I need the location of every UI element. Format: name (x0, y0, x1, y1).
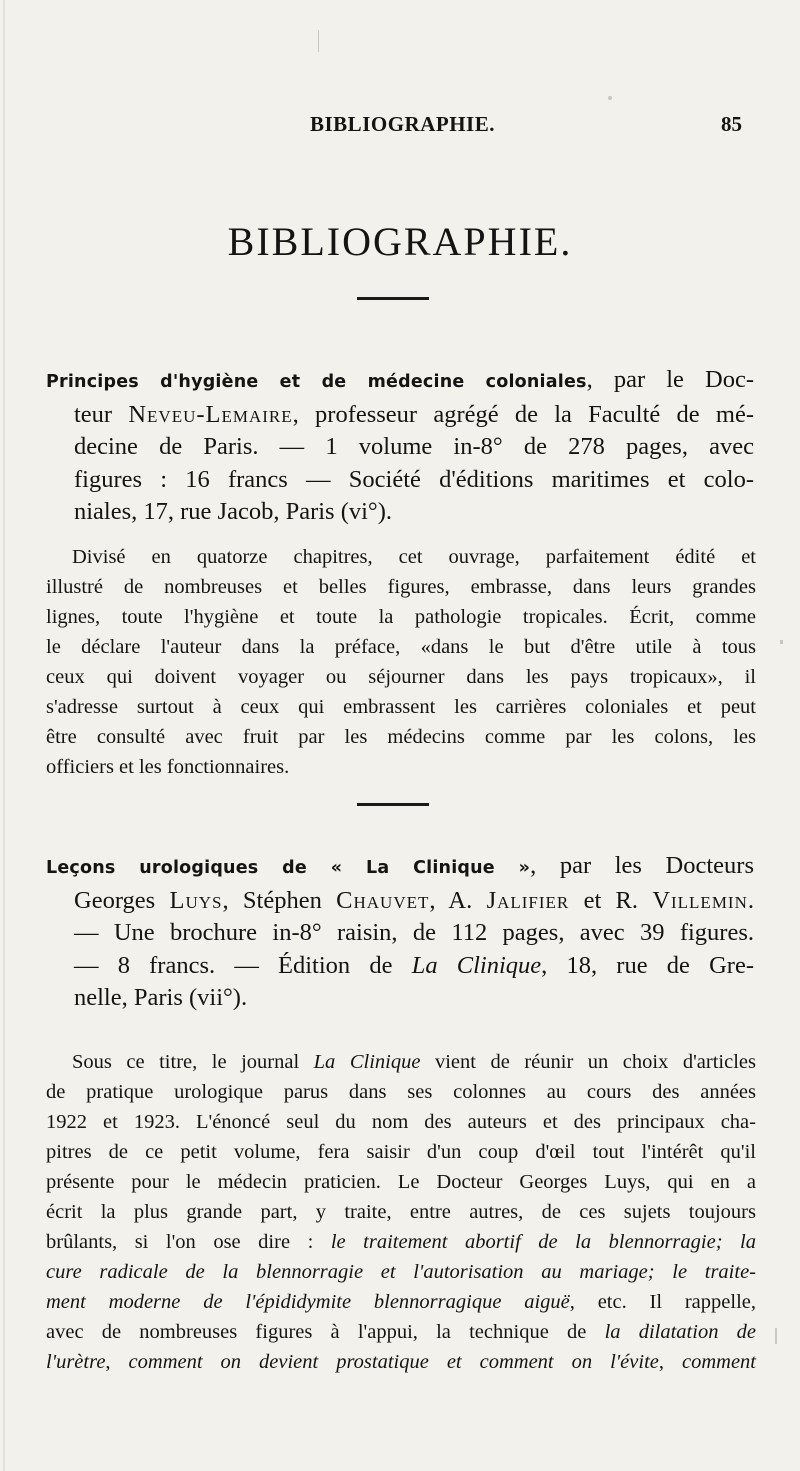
review-line: Divisé en quatorze chapitres, cet ouvrage, parfaitement édité et (72, 546, 756, 568)
review-line: officiers et les fonctionnaires. (46, 756, 290, 778)
citation-text: , Stéphen (222, 886, 337, 914)
running-head (0, 112, 800, 142)
scan-speck (608, 96, 612, 100)
topic-italic: le traitement abortif de la blennorragie; la (330, 1231, 756, 1253)
review-text: , etc. Il rappelle, (569, 1291, 756, 1313)
entry-2-citation (46, 850, 754, 1015)
review-text: , (105, 1351, 129, 1373)
citation-line (74, 950, 754, 983)
review-line: ceux qui doivent voyager ou séjourner dans les pays tropicaux», il (46, 666, 756, 688)
review-line (46, 1227, 756, 1257)
citation-text: . (747, 886, 754, 914)
scan-speck (775, 1328, 777, 1344)
journal-name: La Clinique (411, 951, 542, 979)
author-name: Luys (169, 886, 223, 914)
author-name: Villemin (652, 886, 748, 914)
review-line (46, 1347, 756, 1377)
citation-line: decine de Paris. — 1 volume in-8° de 278 pages, avec (74, 433, 754, 460)
review-line (46, 1257, 756, 1287)
citation-text: — 8 francs. — Édition de (74, 951, 412, 979)
topic-italic: comment on devient prostatique et comment on l'évite (128, 1351, 659, 1373)
entry-1-citation (46, 364, 754, 529)
review-text: Sous ce titre, le journal (72, 1051, 314, 1073)
review-line: écrit la plus grande part, y traite, entre autres, de ces sujets toujours (46, 1201, 756, 1223)
review-text: , (658, 1351, 682, 1373)
scan-speck (780, 640, 783, 644)
citation-text: teur (74, 400, 129, 428)
review-line (46, 1047, 756, 1077)
page-number: 85 (721, 112, 742, 136)
section-divider (357, 297, 429, 300)
book-title: Leçons urologiques de « La Clinique » (46, 858, 531, 878)
review-text: brûlants, si l'on ose dire : (46, 1231, 331, 1253)
review-line: illustré de nombreuses et belles figures, embrasse, dans leurs grandes (46, 576, 756, 598)
citation-line (46, 850, 754, 885)
citation-line (46, 364, 754, 399)
review-line: le déclare l'auteur dans la préface, «dans le but d'être utile à tous (46, 636, 756, 658)
review-line: s'adresse surtout à ceux qui embrassent les carrières coloniales et peut (46, 696, 756, 718)
citation-text: , A. (429, 886, 487, 914)
citation-line: nelle, Paris (vii°). (74, 984, 248, 1011)
book-title: Principes d'hygiène et de médecine coloniales (46, 372, 587, 392)
author-name: Jalifier (486, 886, 570, 914)
author-name: Neveu-Lemaire (128, 400, 293, 428)
running-title: BIBLIOGRAPHIE. (310, 112, 495, 136)
review-line: lignes, toute l'hygiène et toute la pathologie tropicales. Écrit, comme (46, 606, 756, 628)
topic-italic: l'urètre (46, 1351, 106, 1373)
review-line: présente pour le médecin praticien. Le Docteur Georges Luys, qui en a (46, 1171, 756, 1193)
citation-text: , par le Doc- (586, 366, 754, 393)
scan-edge-shadow (3, 0, 5, 1471)
citation-line (74, 399, 754, 432)
review-line (46, 1317, 756, 1347)
topic-italic: la dilatation de (604, 1321, 756, 1343)
entry-1-review (46, 542, 756, 782)
review-line (46, 1287, 756, 1317)
citation-text: , par les Docteurs (530, 852, 754, 879)
citation-line (74, 885, 754, 918)
citation-line: figures : 16 francs — Société d'éditions maritimes et colo- (74, 465, 754, 493)
entry-divider (357, 803, 429, 806)
topic-italic: cure radicale de la blennorragie et l'autorisation au mariage; le traite- (46, 1261, 756, 1283)
review-line: de pratique urologique parus dans ses colonnes au cours des années (46, 1081, 756, 1103)
review-text: avec de nombreuses figures à l'appui, la technique de (46, 1321, 605, 1343)
citation-line: niales, 17, rue Jacob, Paris (vi°). (74, 498, 393, 525)
review-text: vient de réunir un choix d'articles (420, 1051, 756, 1073)
citation-text: , professeur agrégé de la Faculté de mé- (292, 400, 754, 428)
author-name: Chauvet (336, 886, 430, 914)
topic-italic: comment (682, 1351, 757, 1373)
citation-line: — Une brochure in-8° raisin, de 112 pages, avec 39 figures. (74, 919, 754, 946)
review-line: pitres de ce petit volume, fera saisir d'un coup d'œil tout l'intérêt qu'il (46, 1141, 756, 1163)
citation-text: , 18, rue de Gre- (541, 951, 754, 979)
journal-name: La Clinique (313, 1051, 421, 1073)
citation-text: Georges (74, 886, 170, 914)
scan-speck (318, 30, 319, 52)
citation-text: et R. (569, 886, 653, 914)
topic-italic: ment moderne de l'épididymite blennorragique aiguë (46, 1291, 570, 1313)
section-title: BIBLIOGRAPHIE. (227, 219, 573, 264)
review-line: être consulté avec fruit par les médecins comme par les colons, les (46, 726, 756, 748)
entry-2-review (46, 1047, 756, 1377)
review-line: 1922 et 1923. L'énoncé seul du nom des auteurs et des principaux cha- (46, 1111, 756, 1133)
